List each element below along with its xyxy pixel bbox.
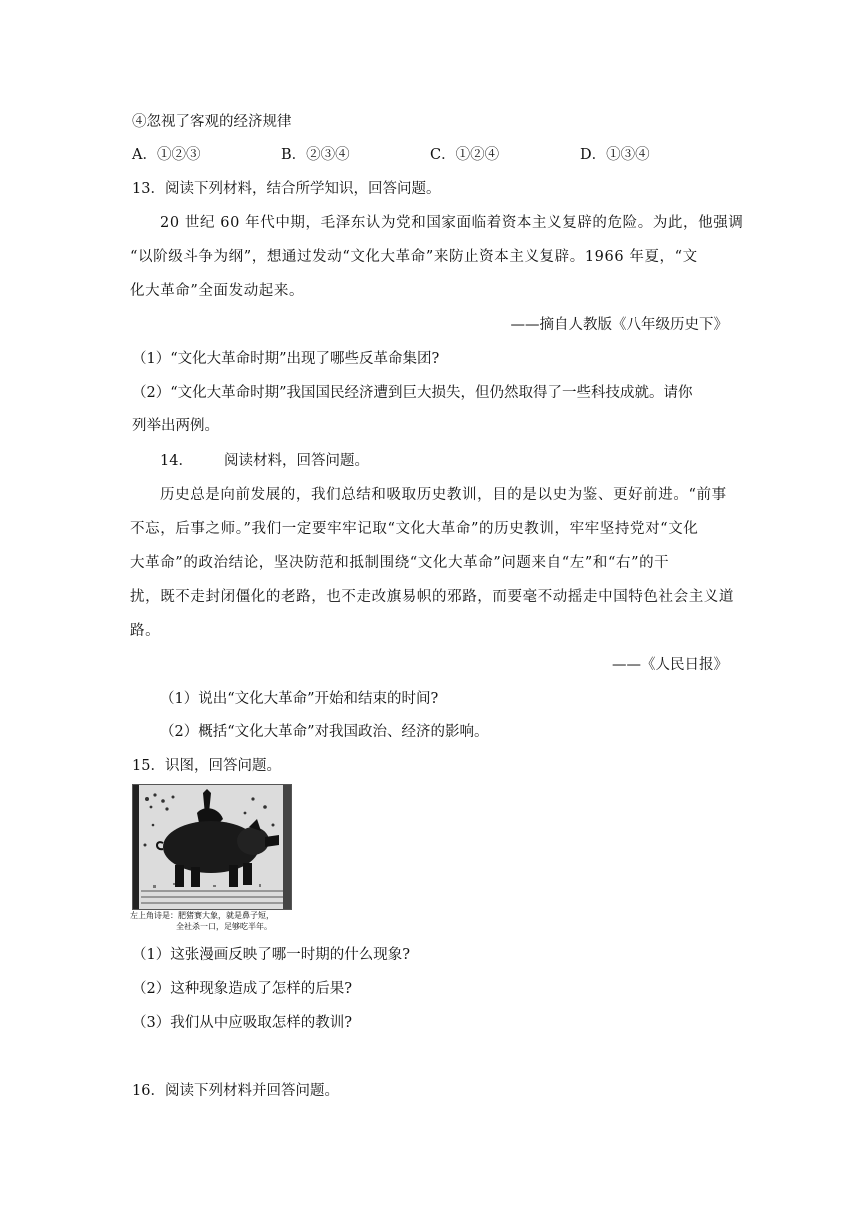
answer-option-c[interactable]: C．①②④ (430, 147, 500, 163)
q13-material-line: 化大革命”全面发动起来。 (130, 283, 305, 299)
q14-material-line: 路。 (130, 623, 161, 639)
answer-option-b[interactable]: B．②③④ (281, 147, 350, 163)
option-four-text: ④忽视了客观的经济规律 (132, 114, 292, 130)
q13-source: ——摘自人教版《八年级历史下》 (510, 317, 728, 333)
q14-material-line: 不忘，后事之师。”我们一定要牢牢记取“文化大革命”的历史教训，牢牢坚持党对“文化 (130, 521, 699, 537)
q14-question-2: （2）概括“文化大革命”对我国政治、经济的影响。 (160, 724, 489, 740)
q13-material-line: “以阶级斗争为纲”，想通过发动“文化大革命”来防止资本主义复辟。1966 年夏，“文 (130, 249, 698, 265)
q14-material-line: 扰，既不走封闭僵化的老路，也不走改旗易帜的邪路，而要毫不动摇走中国特色社会主义道 (130, 589, 734, 605)
q14-question-1: （1）说出“文化大革命”开始和结束的时间? (160, 691, 439, 707)
q15-question-3: （3）我们从中应吸取怎样的教训? (132, 1015, 352, 1031)
question-13-heading: 13．阅读下列材料，结合所学知识，回答问题。 (132, 181, 441, 197)
question-16-heading: 16．阅读下列材料并回答问题。 (132, 1083, 339, 1099)
q13-question-2-cont: 列举出两例。 (132, 418, 219, 434)
question-14-number: 14． (160, 453, 193, 469)
cartoon-caption-line-1: 左上角诗是：肥猪赛大象，就是鼻子短， (130, 911, 274, 920)
cartoon-caption (130, 910, 292, 932)
pig-cartoon-drawing (133, 785, 291, 909)
q14-material-line: 历史总是向前发展的，我们总结和吸取历史教训，目的是以史为鉴、更好前进。“前事 (160, 487, 727, 503)
question-15-heading: 15．识图，回答问题。 (132, 758, 281, 774)
q14-source: ——《人民日报》 (612, 657, 728, 673)
cartoon-caption-line-2: 全社杀一口，足够吃半年。 (176, 922, 272, 931)
q13-question-1: （1）“文化大革命时期”出现了哪些反革命集团? (132, 351, 440, 367)
q15-question-2: （2）这种现象造成了怎样的后果? (132, 981, 352, 997)
answer-option-a[interactable]: A．①②③ (132, 147, 201, 163)
q13-material-line: 20 世纪 60 年代中期，毛泽东认为党和国家面临着资本主义复辟的危险。为此，他强调 (160, 215, 744, 231)
pig-cartoon-image (130, 782, 292, 934)
cartoon-frame (132, 784, 292, 910)
answer-option-d[interactable]: D．①③④ (580, 147, 650, 163)
q15-question-1: （1）这张漫画反映了哪一时期的什么现象? (132, 947, 410, 963)
q13-question-2: （2）“文化大革命时期”我国国民经济遭到巨大损失，但仍然取得了一些科技成就。请你 (132, 385, 693, 401)
question-14-heading: 阅读材料，回答问题。 (224, 453, 369, 469)
q14-material-line: 大革命”的政治结论，坚决防范和抵制围绕“文化大革命”问题来自“左”和“右”的干 (130, 555, 670, 571)
